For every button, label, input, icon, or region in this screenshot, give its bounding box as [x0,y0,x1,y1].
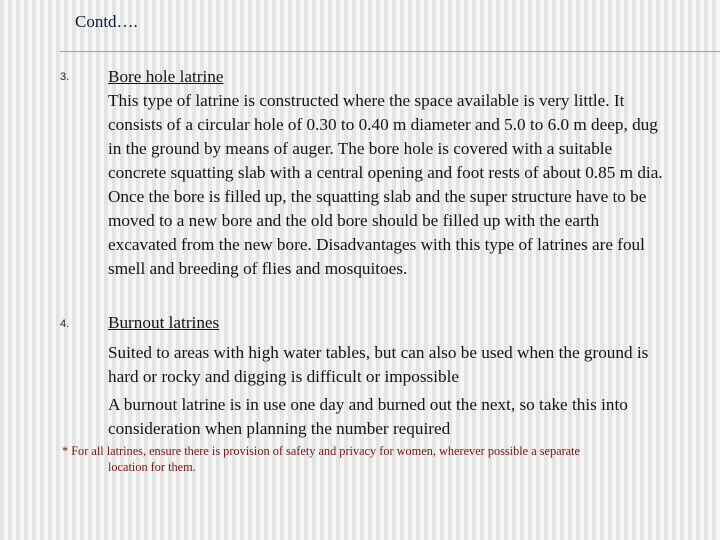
burnout-latrines-paragraph-2: A burnout latrine is in use one day and burned out the next, so take this into consideration when planning the number required [108,395,628,438]
burnout-latrines-heading: Burnout latrines [108,313,220,332]
footnote-line-2: location for them. [108,460,196,474]
burnout-latrines-section [108,311,668,441]
footnote-line-1: * For all latrines, ensure there is provision of safety and privacy for women, wherever possible a separate [62,444,581,458]
bore-hole-latrine-body: This type of latrine is constructed where the space available is very little. It consists of a circular hole of 0.30 to 0.40 m diameter and 5.0 to 6.0 m deep, dug in the ground by means of auger. The bore hole is covered with a suitable concrete squatting slab with a central opening and foot rests of about 0.85 m dia. Once the bore is filled up, the squatting slab and the super structure have to be moved to a new bore and the old bore should be filled up with the earth excavated from the new bore. Disadvantages with this type of latrines are foul smell and breeding of flies and mosquitoes. [108,91,663,278]
burnout-latrines-paragraph-1: Suited to areas with high water tables, but can also be used when the ground is hard or rocky and digging is difficult or impossible [108,343,649,386]
title-divider [60,51,720,52]
bore-hole-latrine-heading: Bore hole latrine [108,67,224,86]
item-number-4: 4. [60,318,70,330]
slide-title: Contd…. [75,12,138,31]
footnote [62,443,672,475]
bore-hole-latrine-section [108,65,668,281]
item-number-3: 3. [60,71,70,83]
